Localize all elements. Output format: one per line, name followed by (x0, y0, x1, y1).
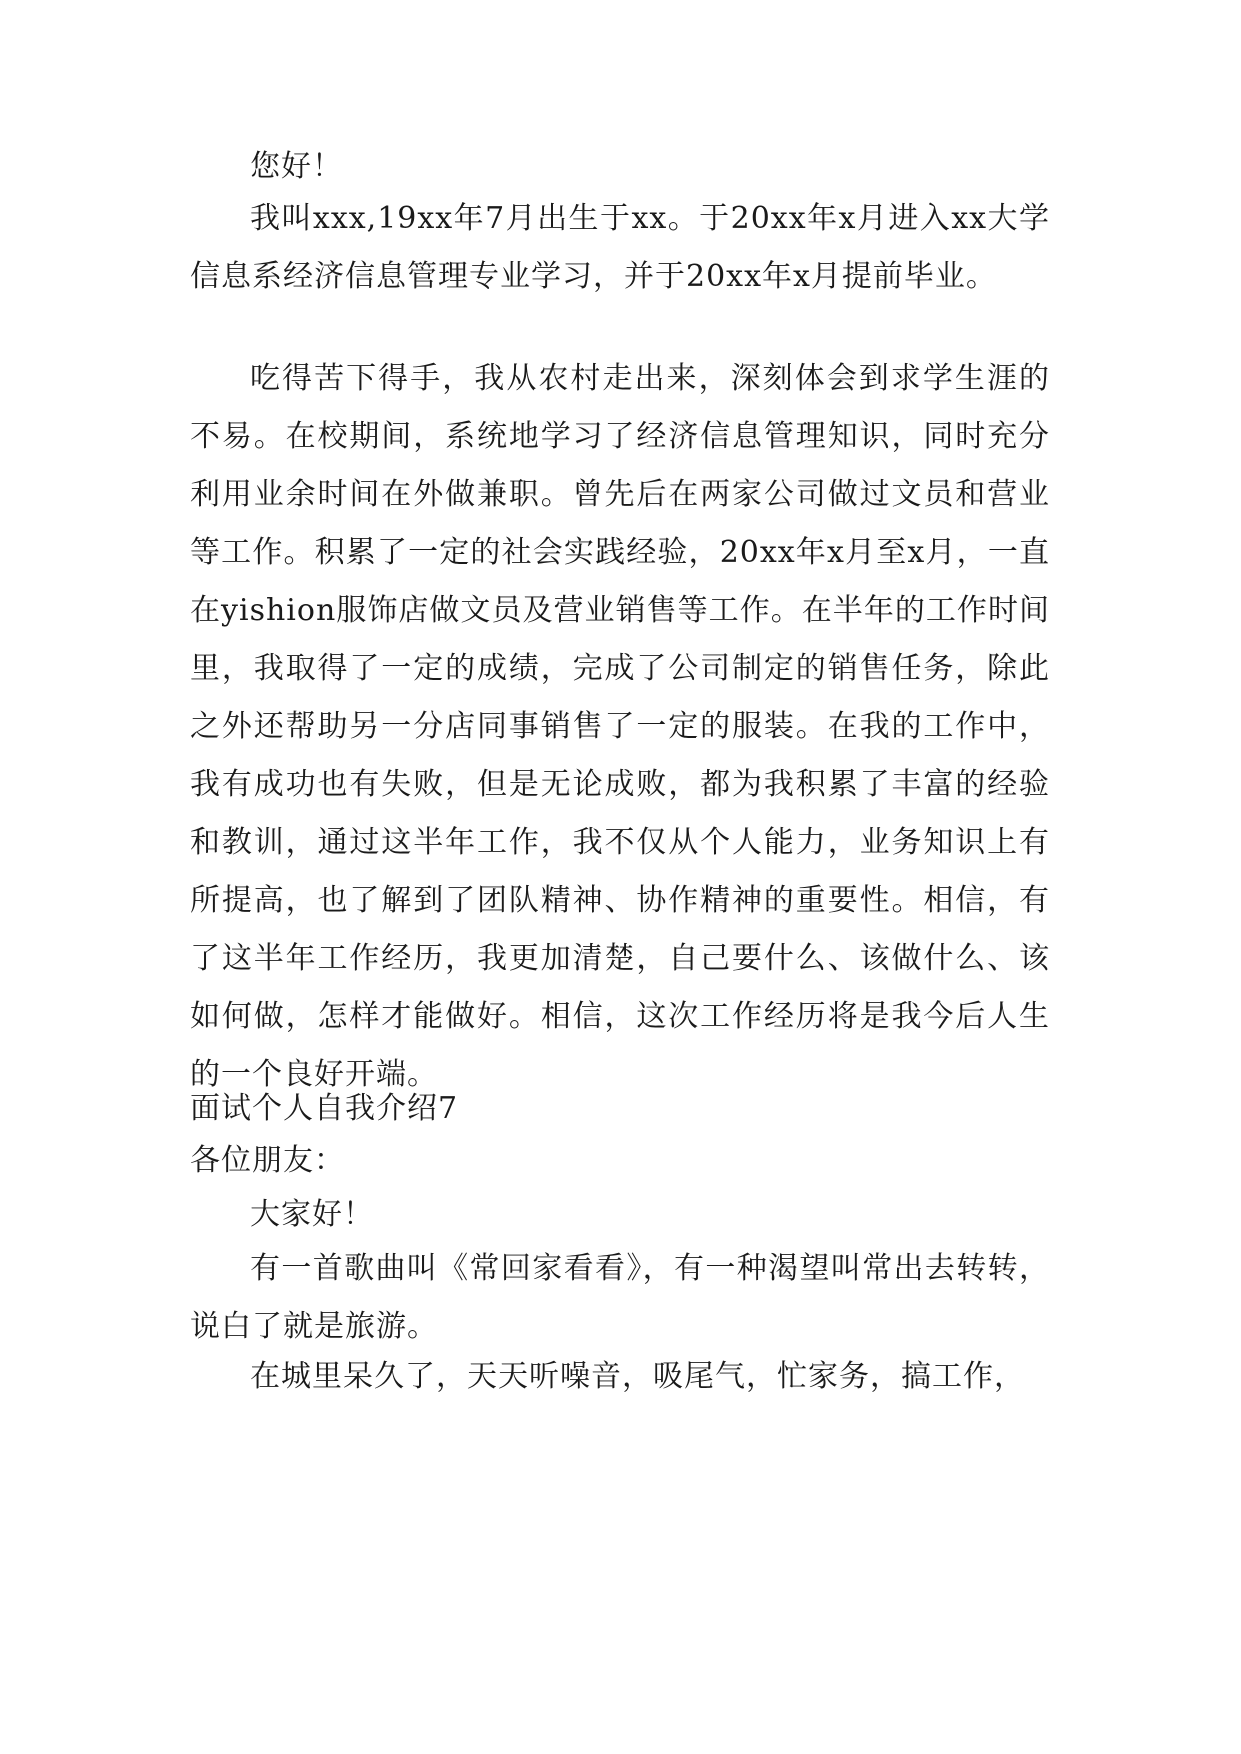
greeting-paragraph: 您好！ (250, 149, 343, 184)
greeting-paragraph-2: 大家好！ (250, 1197, 374, 1232)
song-paragraph: 有一首歌曲叫《常回家看看》，有一种渴望叫常出去转转，说白了就是旅游。 (190, 1251, 1050, 1344)
experience-paragraph: 吃得苦下得手，我从农村走出来，深刻体会到求学生涯的不易。在校期间，系统地学习了经济信息管理知识，同时充分利用业余时间在外做兼职。曾先后在两家公司做过文员和营业等工作。积累了一定的社会实践经验，20xx年x月至x月，一直在yishion服饰店做文员及营业销售等工作。在半年的工作时间里，我取得了一定的成绩，完成了公司制定的销售任务，除此之外还帮助另一分店同事销售了一定的服装。在我的工作中，我有成功也有失败，但是无论成败，都为我积累了丰富的经验和教训，通过这半年工作，我不仅从个人能力，业务知识上有所提高，也了解到了团队精神、协作精神的重要性。相信，有了这半年工作经历，我更加清楚，自己要什么、该做什么、该如何做，怎样才能做好。相信，这次工作经历将是我今后人生的一个良好开端。 (190, 361, 1050, 1092)
salutation: 各位朋友： (190, 1143, 345, 1178)
section-title: 面试个人自我介绍7 (190, 1091, 459, 1126)
city-paragraph: 在城里呆久了，天天听噪音，吸尾气，忙家务，搞工作， (250, 1359, 1025, 1394)
intro-paragraph: 我叫xxx,19xx年7月出生于xx。于20xx年x月进入xx大学信息系经济信息管理专业学习，并于20xx年x月提前毕业。 (190, 201, 1050, 294)
